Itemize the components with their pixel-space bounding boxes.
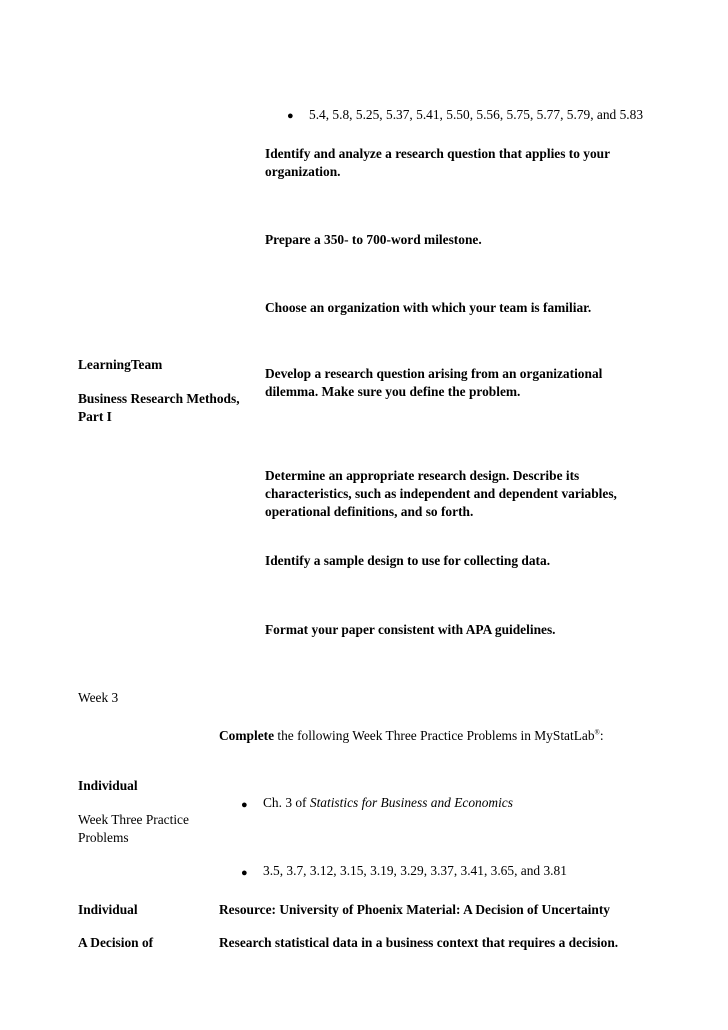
bullet-marker: ● (241, 799, 248, 811)
instruction-sample-design: Identify a sample design to use for collecting data. (265, 553, 551, 568)
instruction-apa-format: Format your paper consistent with APA guidelines. (265, 622, 556, 637)
colon: : (599, 728, 604, 743)
research-instruction: Research statistical data in a business context that requires a decision. (219, 935, 619, 950)
instruction-choose-organization: Choose an organization with which your team is familiar. (265, 300, 592, 315)
individual-label: Individual (78, 778, 138, 793)
week-label: Week 3 (78, 690, 119, 705)
complete-instruction (219, 727, 604, 745)
practice-title: Week Three Practice Problems (78, 812, 189, 845)
individual-label: Individual (78, 902, 138, 917)
assignment-title: Business Research Methods, Part I (78, 391, 240, 424)
registered-mark: ® (594, 728, 600, 737)
complete-rest: the following Week Three Practice Problems in MyStatLab (274, 728, 595, 743)
instruction-research-design: Determine an appropriate research design. Describe its characteristics, such as independent and dependent variables, operational definitions, and so forth. (265, 468, 617, 519)
practice-problems-list-item: 3.5, 3.7, 3.12, 3.15, 3.19, 3.29, 3.37, 3.41, 3.65, and 3.81 (263, 863, 567, 878)
instruction-identify-research-question: Identify and analyze a research question that applies to your organization. (265, 146, 610, 179)
bullet-marker: ● (287, 110, 294, 122)
instruction-develop-research-question: Develop a research question arising from an organizational dilemma. Make sure you define the problem. (265, 366, 603, 399)
practice-problems-list-item: 5.4, 5.8, 5.25, 5.37, 5.41, 5.50, 5.56, 5.75, 5.77, 5.79, and 5.83 (309, 107, 644, 122)
resource-text: Resource: University of Phoenix Material: A Decision of Uncertainty (219, 902, 610, 917)
complete-word: Complete (219, 728, 275, 743)
instruction-prepare-milestone: Prepare a 350- to 700-word milestone. (265, 232, 482, 247)
chapter-reference (263, 794, 513, 812)
chapter-prefix: Ch. 3 of (263, 795, 310, 810)
book-title: Statistics for Business and Economics (309, 795, 513, 810)
assignment-type-label: LearningTeam (78, 357, 163, 372)
assignment-title-partial: A Decision of (78, 935, 154, 950)
bullet-marker: ● (241, 867, 248, 879)
